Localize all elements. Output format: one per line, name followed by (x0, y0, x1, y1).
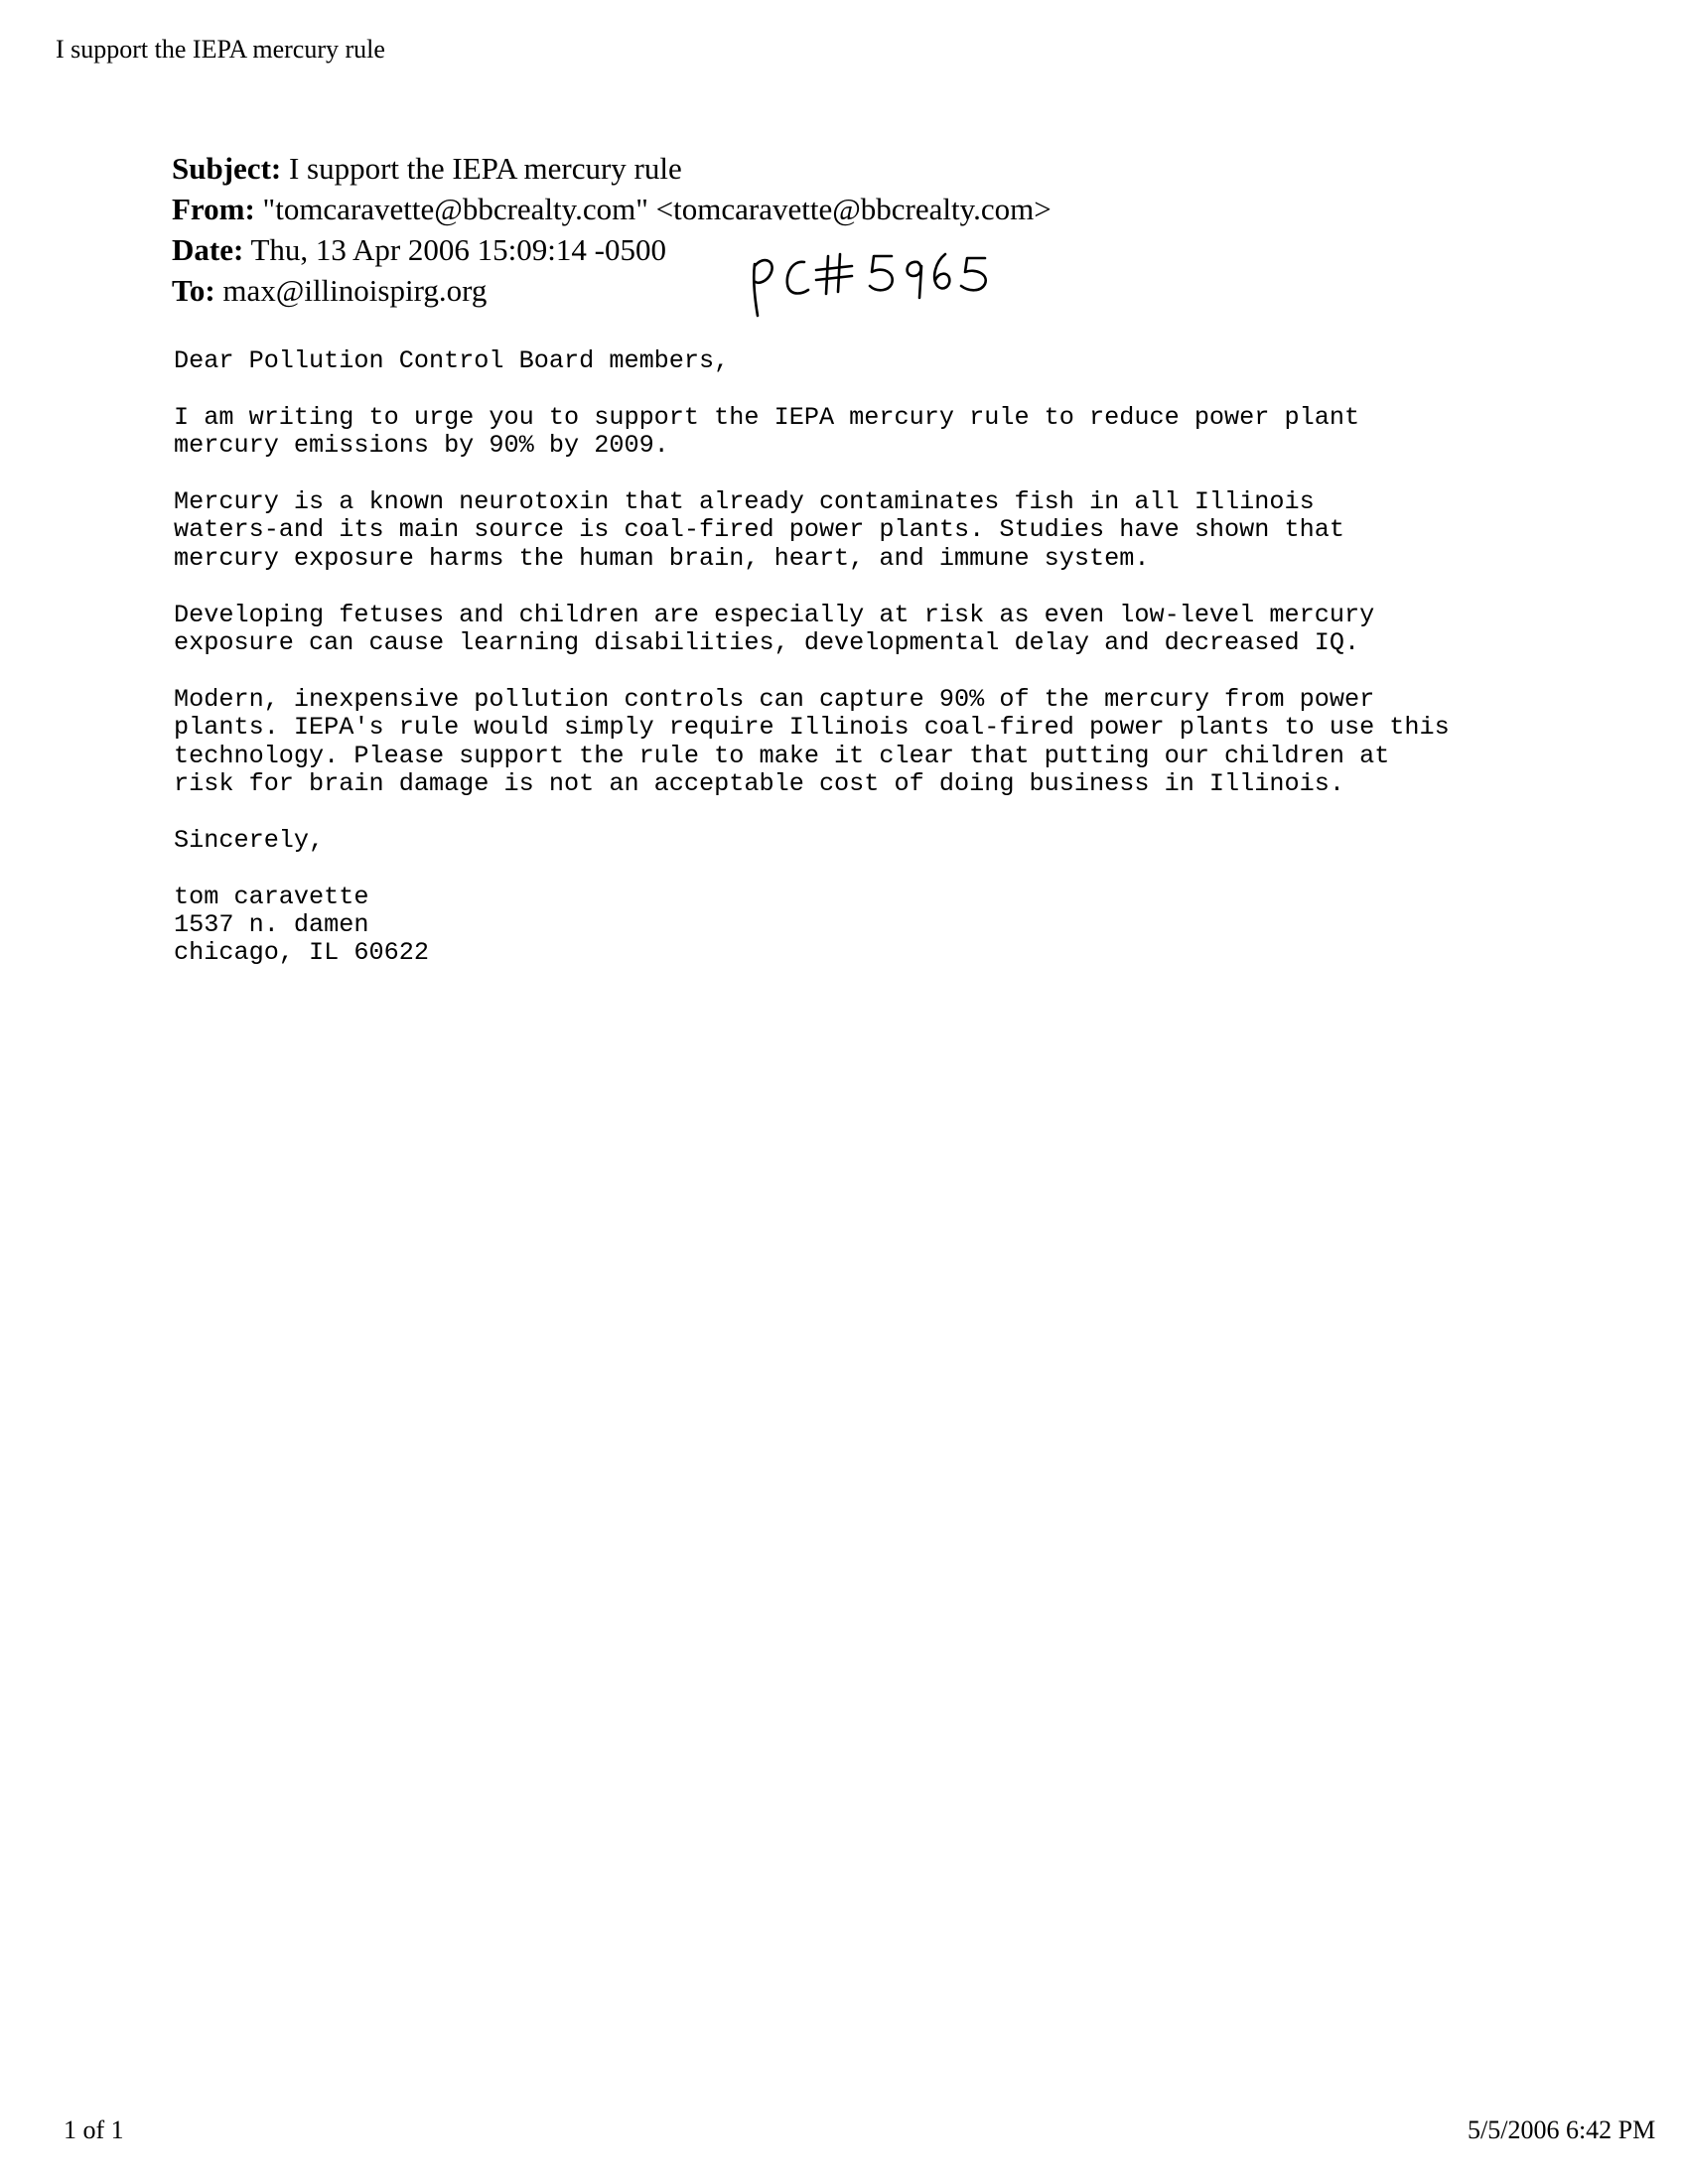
body-paragraph-2: Mercury is a known neurotoxin that already contaminates fish in all Illinois waters-and its main source is coal-fired power plants. Studies have shown that mercury exposure harms the human brain, heart, and immune system. (174, 487, 1344, 573)
email-body (174, 347, 1604, 968)
subject-line (172, 148, 1052, 189)
to-value: max@illinoispirg.org (222, 273, 488, 308)
date-label: Date: (172, 232, 244, 267)
body-paragraph-1: I am writing to urge you to support the IEPA mercury rule to reduce power plant mercury emissions by 90% by 2009. (174, 402, 1360, 461)
from-label: From: (172, 192, 255, 226)
signature-street: 1537 n. damen (174, 910, 369, 940)
body-paragraph-4: Modern, inexpensive pollution controls can capture 90% of the mercury from power plants. IEPA's rule would simply require Illinois coal-fired power plants to use this technology. Please support the rule to make it clear that putting our children at risk for brain damage is not an acceptable cost of doing business in Illinois. (174, 684, 1450, 799)
closing: Sincerely, (174, 825, 325, 855)
body-paragraph-3: Developing fetuses and children are especially at risk as even low-level mercury exposure can cause learning disabilities, developmental delay and decreased IQ. (174, 600, 1375, 658)
subject-label: Subject: (172, 151, 282, 186)
signature-name: tom caravette (174, 882, 369, 911)
signature-city: chicago, IL 60622 (174, 938, 429, 968)
print-header-title: I support the IEPA mercury rule (56, 35, 385, 64)
subject-value: I support the IEPA mercury rule (288, 151, 682, 186)
from-line (172, 189, 1052, 229)
to-label: To: (172, 273, 215, 308)
print-date: 5/5/2006 6:42 PM (1468, 2116, 1656, 2144)
handwritten-pc-number (747, 248, 995, 320)
from-value: "tomcaravette@bbcrealty.com" <tomcaravette@bbcrealty.com> (262, 192, 1052, 226)
greeting: Dear Pollution Control Board members, (174, 346, 730, 375)
date-value: Thu, 13 Apr 2006 15:09:14 -0500 (250, 232, 666, 267)
page-number: 1 of 1 (64, 2116, 124, 2144)
signature-block (174, 884, 1604, 968)
